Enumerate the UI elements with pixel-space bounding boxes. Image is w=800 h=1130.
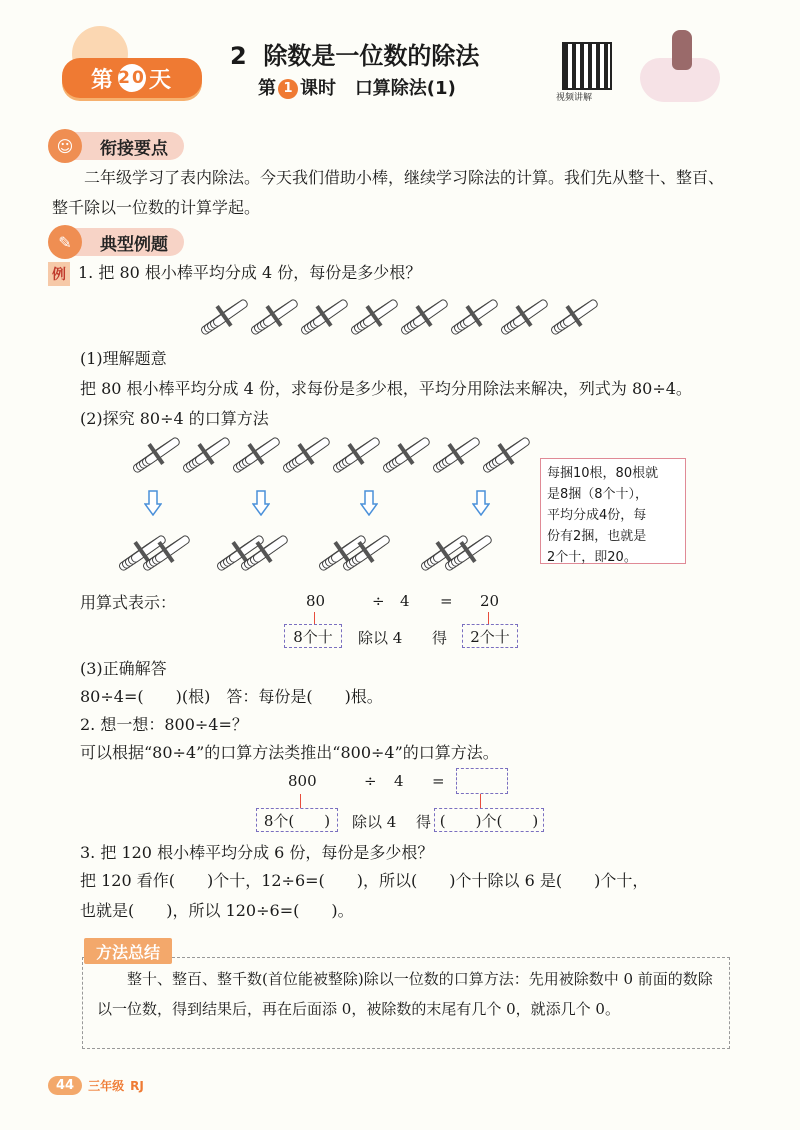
q3-line2: 也就是( )，所以 120÷6=( )。 — [80, 901, 354, 920]
q1-step3: (3)正确解答 — [80, 659, 167, 678]
q2-dividend: 800 — [288, 772, 317, 790]
stick-bundle-icon — [382, 436, 426, 476]
stick-bundle-icon — [250, 298, 294, 338]
stick-bundle-icon — [200, 298, 244, 338]
day-prefix: 第 — [90, 67, 115, 93]
stick-bundle-icon — [350, 298, 394, 338]
section-header-examples — [56, 228, 184, 256]
down-arrow-icon — [252, 490, 270, 520]
stick-bundle-icon — [482, 436, 526, 476]
q1-step1: (1)理解题意 — [80, 349, 167, 368]
q2-divide-sign: ÷ — [364, 772, 377, 790]
stick-bundle-icon — [142, 534, 186, 574]
expr-quotient: 20 — [480, 592, 500, 610]
q2-answer-box[interactable] — [456, 768, 508, 794]
stick-bundle-icon — [332, 436, 376, 476]
q2-box-divide-label: 除以 4 — [352, 813, 397, 831]
note-line: 份有2捆，也就是 — [547, 529, 647, 544]
q2-divisor: 4 — [394, 772, 404, 790]
section1-text: 二年级学习了表内除法。今天我们借助小棒，继续学习除法的计算。我们先从整十、整百、整千除以一位数的计算学起。 — [52, 168, 725, 217]
page-footer — [48, 1076, 144, 1095]
section-title: 典型例题 — [100, 234, 168, 255]
stick-bundle-icon — [444, 534, 488, 574]
note-line: 是8捆（8个十）， — [547, 487, 649, 502]
section-header-connection — [56, 132, 184, 160]
method-summary-tag: 方法总结 — [84, 938, 172, 964]
down-arrow-icon — [472, 490, 490, 520]
day-badge — [62, 58, 202, 98]
expr-divisor: 4 — [400, 592, 410, 610]
lesson-text: 课时 — [300, 78, 336, 99]
chapter-title-text: 除数是一位数的除法 — [263, 42, 480, 70]
day-number: 20 — [118, 64, 146, 92]
q1-answer: 80÷4=( )(根) 答：每份是( )根。 — [80, 687, 383, 706]
q2-title: 2. 想一想：800÷4=？ — [80, 715, 248, 734]
q2-equals: = — [432, 772, 445, 790]
section-title: 衔接要点 — [100, 138, 168, 159]
q2-box-get-label: 得 — [416, 813, 432, 831]
method-text: 整十、整百、整千数(首位能被整除)除以一位数的口算方法：先用被除数中 0 前面的数除以一位数，得到结果后，再在后面添 0，被除数的末尾有几个 0，就添几个 0。 — [97, 970, 713, 1018]
chapter-number: 2 — [230, 42, 247, 70]
box-get-label: 得 — [432, 629, 448, 647]
stick-bundle-icon — [342, 534, 386, 574]
stick-bundle-icon — [550, 298, 594, 338]
method-summary-box — [82, 957, 730, 1049]
stick-bundle-icon — [282, 436, 326, 476]
stick-bundle-icon — [400, 298, 444, 338]
stick-bundle-icon — [500, 298, 544, 338]
link-arrow — [488, 612, 489, 624]
down-arrow-icon — [360, 490, 378, 520]
box-tens-right: 2个十 — [462, 624, 518, 648]
lesson-number: 1 — [278, 79, 298, 99]
stick-bundle-icon — [182, 436, 226, 476]
down-arrow-icon — [144, 490, 162, 520]
day-suffix: 天 — [149, 67, 174, 93]
qr-code-icon[interactable] — [562, 42, 612, 90]
link-arrow — [314, 612, 315, 624]
q2-box-left[interactable]: 8个( ) — [256, 808, 338, 832]
expression-label: 用算式表示： — [80, 593, 177, 612]
stick-bundle-icon — [232, 436, 276, 476]
q3-line1: 把 120 看作( )个十，12÷6=( )，所以( )个十除以 6 是( )个十， — [80, 871, 649, 890]
qr-label: 视频讲解 — [556, 93, 593, 103]
q2-box-right[interactable]: ( )个( ) — [434, 808, 544, 832]
q2-text: 可以根据“80÷4”的口算方法类推出“800÷4”的口算方法。 — [80, 743, 499, 762]
page-number: 44 — [48, 1076, 82, 1095]
note-line: 2个十，即20。 — [547, 550, 637, 565]
bag-icon: ✎ — [48, 225, 82, 259]
link-arrow — [480, 794, 481, 808]
stick-bundle-icon — [240, 534, 284, 574]
note-line: 每捆10根，80根就 — [547, 466, 659, 481]
stick-bundle-icon — [132, 436, 176, 476]
example-tag: 例 — [48, 262, 70, 286]
expr-dividend: 80 — [306, 592, 326, 610]
edition-label: RJ — [130, 1078, 144, 1093]
q1-step1-text: 把 80 根小棒平均分成 4 份，求每份是多少根，平均分用除法来解决，列式为 80÷4。 — [80, 379, 692, 398]
lesson-title — [258, 74, 456, 100]
link-arrow — [300, 794, 301, 808]
explanation-note — [540, 458, 686, 564]
q1-step2: (2)探究 80÷4 的口算方法 — [80, 409, 269, 428]
lesson-title-text: 口算除法(1) — [354, 78, 456, 99]
lesson-prefix: 第 — [258, 78, 276, 99]
box-tens-left: 8个十 — [284, 624, 342, 648]
monkey-icon: ☺ — [48, 129, 82, 163]
chapter-title — [230, 36, 479, 71]
stick-bundle-icon — [450, 298, 494, 338]
stick-bundle-icon — [300, 298, 344, 338]
stick-bundle-icon — [432, 436, 476, 476]
vinegar-bottle-icon — [672, 30, 692, 70]
expr-equals: = — [440, 592, 453, 610]
note-line: 平均分成4份，每 — [547, 508, 647, 523]
expr-divide-sign: ÷ — [372, 592, 385, 610]
grade-label: 三年级 — [88, 1079, 125, 1093]
q1-title: 1. 把 80 根小棒平均分成 4 份，每份是多少根？ — [78, 263, 422, 282]
q3-title: 3. 把 120 根小棒平均分成 6 份，每份是多少根？ — [80, 843, 434, 862]
box-divide-label: 除以 4 — [358, 629, 403, 647]
